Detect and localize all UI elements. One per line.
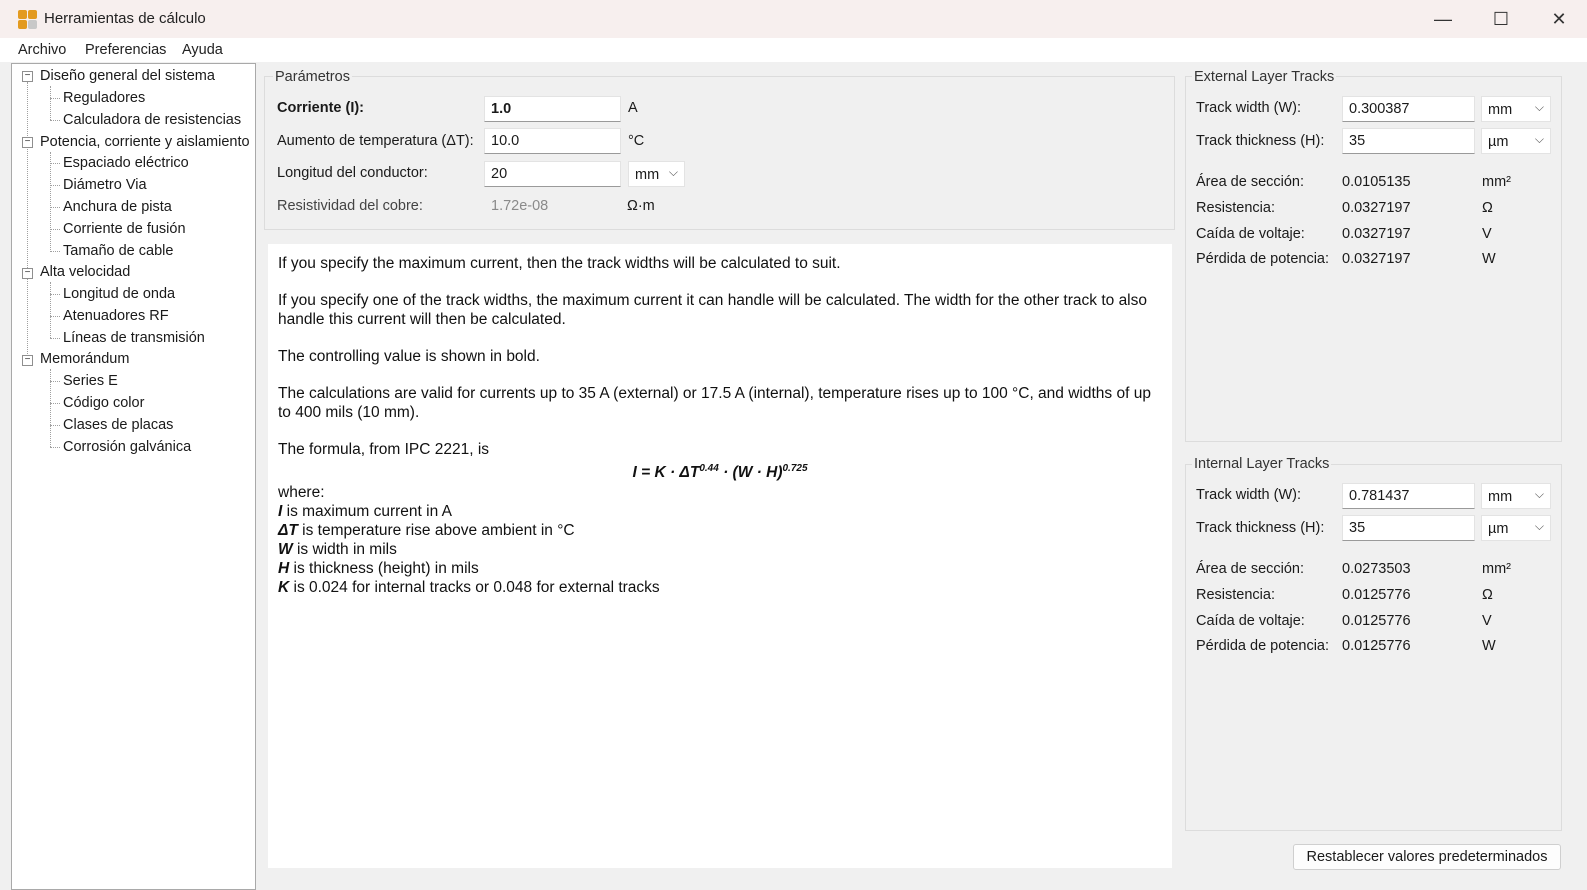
external-power-loss-label: Pérdida de potencia: [1196, 251, 1330, 267]
definition-symbol: I [278, 503, 283, 520]
external-width-unit-select[interactable] [1481, 96, 1551, 122]
internal-thickness-input[interactable] [1342, 515, 1475, 541]
collapse-icon[interactable]: − [22, 137, 33, 148]
internal-width-label: Track width (W): [1196, 487, 1301, 503]
tree-connector [50, 152, 51, 252]
chevron-down-icon: ⌵ [1534, 132, 1544, 146]
external-resistance-unit: Ω [1482, 200, 1493, 216]
length-unit-select[interactable] [628, 161, 685, 187]
external-thickness-input[interactable] [1342, 128, 1475, 154]
tree-connector [50, 207, 60, 208]
current-label: Corriente (I): [277, 100, 364, 116]
tree-node-diseno-general[interactable]: Diseño general del sistema [40, 68, 215, 84]
external-power-loss-value: 0.0327197 [1342, 251, 1411, 267]
tree-connector [50, 338, 60, 339]
formula-main: I = K · ΔT [632, 464, 700, 482]
tree-node-clases-placas[interactable]: Clases de placas [63, 417, 174, 433]
tree-node-atenuadores-rf[interactable]: Atenuadores RF [63, 308, 169, 324]
internal-thickness-unit-value: µm [1488, 521, 1509, 537]
resistivity-label: Resistividad del cobre: [277, 198, 423, 214]
tree-node-memorandum[interactable]: Memorándum [40, 351, 130, 367]
collapse-icon[interactable]: − [22, 71, 33, 82]
temp-rise-unit: °C [628, 133, 645, 149]
tree-node-series-e[interactable]: Series E [63, 373, 118, 389]
temp-rise-label: Aumento de temperatura (ΔT): [277, 133, 474, 149]
tree-node-diametro-via[interactable]: Diámetro Via [63, 177, 147, 193]
temp-rise-input[interactable] [484, 128, 621, 154]
current-unit: A [628, 100, 638, 116]
length-label: Longitud del conductor: [277, 165, 428, 181]
external-area-label: Área de sección: [1196, 174, 1305, 190]
tree-connector [50, 163, 60, 164]
title-bar [0, 0, 1587, 38]
length-unit-value: mm [635, 167, 660, 183]
internal-area-label: Área de sección: [1196, 561, 1305, 577]
internal-power-loss-label: Pérdida de potencia: [1196, 638, 1330, 654]
definition-text: is temperature rise above ambient in °C [297, 522, 575, 539]
external-power-loss-unit: W [1482, 251, 1496, 267]
tree-node-longitud-onda[interactable]: Longitud de onda [63, 286, 176, 302]
definition-item [278, 578, 1162, 597]
external-area-value: 0.0105135 [1342, 174, 1411, 190]
internal-voltage-drop-label: Caída de voltaje: [1196, 613, 1305, 629]
external-voltage-drop-value: 0.0327197 [1342, 226, 1411, 242]
help-paragraph: If you specify the maximum current, then the track widths will be calculated to suit. [278, 255, 841, 272]
tree-node-corriente-fusion[interactable]: Corriente de fusión [63, 221, 186, 237]
resistivity-input [484, 193, 621, 219]
tree-connector [50, 447, 60, 448]
definition-text: is thickness (height) in mils [289, 560, 479, 577]
length-input[interactable] [484, 161, 621, 187]
external-width-input[interactable] [1342, 96, 1475, 122]
close-button[interactable]: ✕ [1551, 8, 1567, 29]
definition-item [278, 540, 1162, 559]
formula [278, 459, 1162, 483]
tree-node-codigo-color[interactable]: Código color [63, 395, 145, 411]
chevron-down-icon: ⌵ [1534, 519, 1544, 533]
help-paragraph: If you specify one of the track widths, the maximum current it can handle will be calculated. The width for the other track to also handle this current will then be calculated. [278, 292, 1147, 328]
definition-symbol: K [278, 579, 290, 596]
internal-area-value: 0.0273503 [1342, 561, 1411, 577]
definition-text: is maximum current in A [282, 503, 452, 520]
internal-area-unit: mm² [1482, 561, 1511, 577]
chevron-down-icon: ⌵ [668, 165, 678, 179]
params-title: Parámetros [275, 69, 350, 85]
tree-connector [50, 403, 60, 404]
tree-connector [50, 282, 51, 338]
internal-power-loss-value: 0.0125776 [1342, 638, 1411, 654]
minimize-button[interactable]: — [1434, 8, 1452, 29]
maximize-button[interactable]: ☐ [1492, 8, 1510, 29]
definition-item [278, 502, 1162, 521]
tree-connector [50, 425, 60, 426]
chevron-down-icon: ⌵ [1534, 487, 1544, 501]
definition-text: is 0.024 for internal tracks or 0.048 for external tracks [289, 579, 660, 596]
internal-resistance-unit: Ω [1482, 587, 1493, 603]
menu-preferencias[interactable]: Preferencias [85, 42, 167, 58]
internal-width-unit-select[interactable] [1481, 483, 1551, 509]
app-icon [18, 10, 37, 29]
collapse-icon[interactable]: − [22, 268, 33, 279]
menu-bar [0, 38, 1587, 62]
tree-node-espaciado-electrico[interactable]: Espaciado eléctrico [63, 155, 189, 171]
internal-thickness-label: Track thickness (H): [1196, 520, 1325, 536]
internal-width-unit-value: mm [1488, 489, 1513, 505]
window-title: Herramientas de cálculo [44, 10, 206, 27]
where-label: where: [278, 484, 325, 501]
external-width-label: Track width (W): [1196, 100, 1301, 116]
help-paragraph: The controlling value is shown in bold. [278, 348, 540, 365]
tree-connector [27, 82, 28, 364]
tree-connector [50, 185, 60, 186]
definition-symbol: H [278, 560, 290, 577]
tree-connector [50, 229, 60, 230]
external-voltage-drop-unit: V [1482, 226, 1492, 242]
internal-width-input[interactable] [1342, 483, 1475, 509]
tree-node-corrosion-galvanica[interactable]: Corrosión galvánica [63, 439, 192, 455]
external-area-unit: mm² [1482, 174, 1511, 190]
tree-node-lineas-transmision[interactable]: Líneas de transmisión [63, 330, 205, 346]
help-paragraph: The calculations are valid for currents up to 35 A (external) or 17.5 A (internal), temperature rises up to 100 °C, and widths of up to 400 mils (10 mm). [278, 385, 1151, 421]
external-thickness-unit-value: µm [1488, 134, 1509, 150]
internal-resistance-value: 0.0125776 [1342, 587, 1411, 603]
internal-resistance-label: Resistencia: [1196, 587, 1275, 603]
tree-connector [50, 316, 60, 317]
chevron-down-icon: ⌵ [1534, 100, 1544, 114]
internal-voltage-drop-value: 0.0125776 [1342, 613, 1411, 629]
internal-voltage-drop-unit: V [1482, 613, 1492, 629]
collapse-icon[interactable]: − [22, 355, 33, 366]
tree-node-tamano-cable[interactable]: Tamaño de cable [63, 243, 174, 259]
tree-connector [50, 294, 60, 295]
tree-node-anchura-pista[interactable]: Anchura de pista [63, 199, 172, 215]
tree-view [11, 63, 256, 890]
reset-defaults-button[interactable]: Restablecer valores predeterminados [1293, 844, 1561, 870]
tree-connector [50, 98, 60, 99]
external-thickness-label: Track thickness (H): [1196, 133, 1325, 149]
external-thickness-unit-select[interactable] [1481, 128, 1551, 154]
external-resistance-label: Resistencia: [1196, 200, 1275, 216]
tree-node-alta-velocidad[interactable]: Alta velocidad [40, 264, 131, 280]
internal-thickness-unit-select[interactable] [1481, 515, 1551, 541]
internal-power-loss-unit: W [1482, 638, 1496, 654]
definition-symbol: ΔT [278, 522, 298, 539]
help-text-panel [268, 244, 1172, 868]
definition-text: is width in mils [292, 541, 397, 558]
tree-node-calculadora-resistencias[interactable]: Calculadora de resistencias [63, 112, 242, 128]
menu-ayuda[interactable]: Ayuda [182, 42, 223, 58]
tree-node-potencia[interactable]: Potencia, corriente y aislamiento [40, 134, 250, 150]
resistivity-unit: Ω·m [627, 198, 655, 214]
external-resistance-value: 0.0327197 [1342, 200, 1411, 216]
external-voltage-drop-label: Caída de voltaje: [1196, 226, 1305, 242]
external-width-unit-value: mm [1488, 102, 1513, 118]
tree-connector [50, 381, 60, 382]
definition-item [278, 521, 1162, 540]
menu-archivo[interactable]: Archivo [18, 42, 67, 58]
tree-connector [50, 86, 51, 120]
tree-connector [50, 120, 60, 121]
current-input[interactable] [484, 96, 621, 122]
external-title: External Layer Tracks [1194, 69, 1335, 85]
internal-title: Internal Layer Tracks [1194, 456, 1330, 472]
formula-exponent: 0.725 [782, 463, 808, 474]
formula-middle: · (W · H) [718, 464, 783, 482]
help-paragraph: The formula, from IPC 2221, is [278, 441, 490, 458]
definition-symbol: W [278, 541, 293, 558]
formula-exponent: 0.44 [699, 463, 719, 474]
tree-node-reguladores[interactable]: Reguladores [63, 90, 146, 106]
tree-connector [50, 251, 60, 252]
definition-item [278, 559, 1162, 578]
